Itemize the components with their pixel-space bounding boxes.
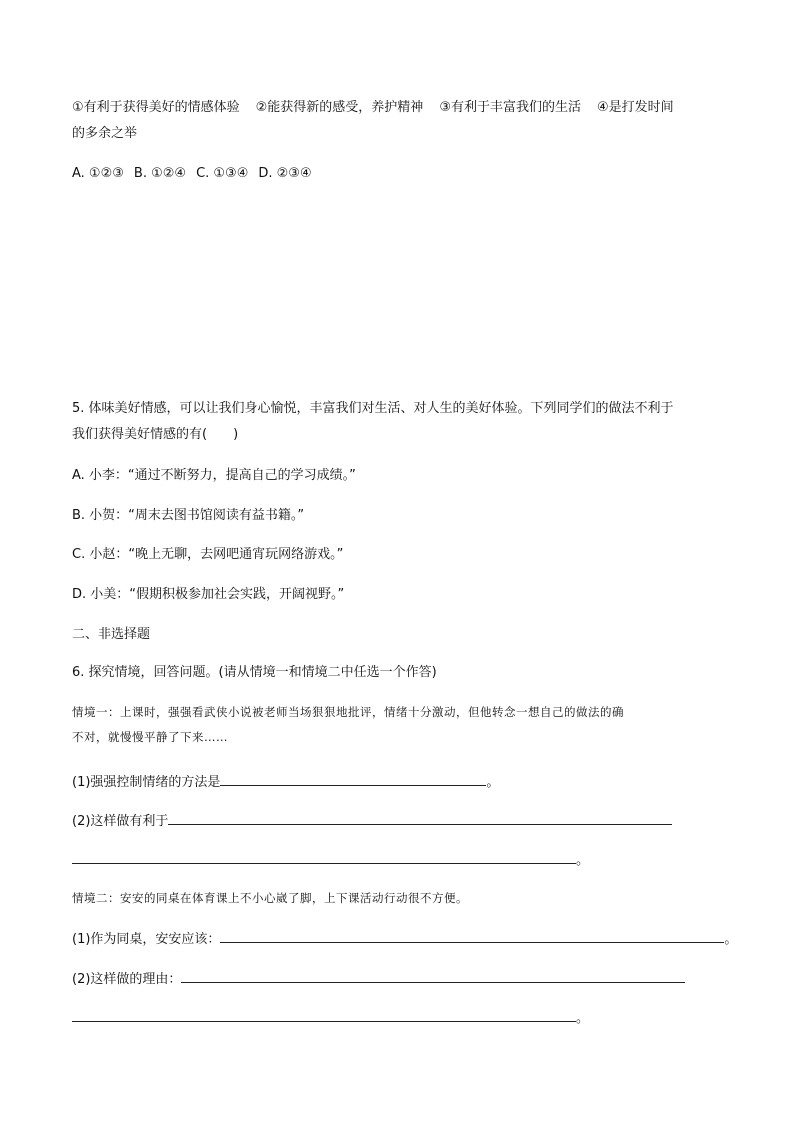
q6-s2-question-1 xyxy=(72,928,737,949)
q6-scenario-2: 情境二：安安的同桌在体育课上不小心崴了脚，上下课活动行动很不方便。 xyxy=(72,891,468,905)
q6-s2-answer-2-continued xyxy=(72,1007,589,1028)
q4-options-line xyxy=(72,99,674,117)
q4-choice-a: A. ①②③ xyxy=(72,166,124,181)
period: 。 xyxy=(576,853,590,868)
period: 。 xyxy=(486,775,500,790)
q6-s2-answer-2-blank[interactable] xyxy=(181,968,685,983)
q4-option-4: ④是打发时间 xyxy=(596,100,674,115)
q6-s2-question-1-label: (1)作为同桌，安安应该： xyxy=(72,932,221,947)
q5-choice-a: A. 小李：“通过不断努力，提高自己的学习成绩。” xyxy=(72,468,356,483)
q6-s1-question-2-label: (2)这样做有利于 xyxy=(72,814,169,829)
q4-choices xyxy=(72,165,312,183)
q6-scenario-1-line-2: 不对，就慢慢平静了下来…… xyxy=(72,730,228,744)
q5-choice-c: C. 小赵：“晚上无聊，去网吧通宵玩网络游戏。” xyxy=(72,547,344,562)
q4-choice-d: D. ②③④ xyxy=(258,166,312,181)
period: 。 xyxy=(576,1011,590,1026)
q6-s1-answer-2-blank-line-2[interactable] xyxy=(72,849,576,864)
q6-s2-answer-2-blank-line-2[interactable] xyxy=(72,1007,576,1022)
q6-s2-answer-1-blank[interactable] xyxy=(220,928,724,943)
section-2-title: 二、非选择题 xyxy=(72,627,151,642)
q6-s1-answer-2-blank[interactable] xyxy=(168,810,672,825)
q6-s1-question-1 xyxy=(72,771,499,792)
q4-option-1: ①有利于获得美好的情感体验 xyxy=(72,100,240,115)
q6-s1-question-1-label: (1)强强控制情绪的方法是 xyxy=(72,775,221,790)
q6-s2-question-2-label: (2)这样做的理由： xyxy=(72,972,182,987)
q6-stem: 6. 探究情境，回答问题。(请从情境一和情境二中任选一个作答) xyxy=(72,665,437,680)
q6-s2-question-2 xyxy=(72,968,685,989)
q4-option-2: ②能获得新的感受，养护精神 xyxy=(255,100,424,115)
q6-s1-answer-2-continued xyxy=(72,849,589,870)
q4-option-3: ③有利于丰富我们的生活 xyxy=(439,100,581,115)
q6-s1-question-2 xyxy=(72,810,672,831)
period: 。 xyxy=(724,932,738,947)
q6-s1-answer-1-blank[interactable] xyxy=(220,771,486,786)
q6-scenario-1-line-1: 情境一：上课时，强强看武侠小说被老师当场狠狠地批评，情绪十分激动，但他转念一想自己的做法的确 xyxy=(72,705,624,719)
q5-stem-line-1: 5. 体味美好情感，可以让我们身心愉悦，丰富我们对生活、对人生的美好体验。下列同学们的做法不利于 xyxy=(72,401,674,416)
q4-choice-c: C. ①③④ xyxy=(196,166,249,181)
q5-choice-b: B. 小贺：“周末去图书馆阅读有益书籍。” xyxy=(72,508,305,523)
q5-stem-line-2: 我们获得美好情感的有( ) xyxy=(72,427,239,442)
q4-option-4-continued: 的多余之举 xyxy=(72,126,138,141)
q5-choice-d: D. 小美：“假期积极参加社会实践，开阔视野。” xyxy=(72,587,345,602)
q4-choice-b: B. ①②④ xyxy=(133,166,187,181)
